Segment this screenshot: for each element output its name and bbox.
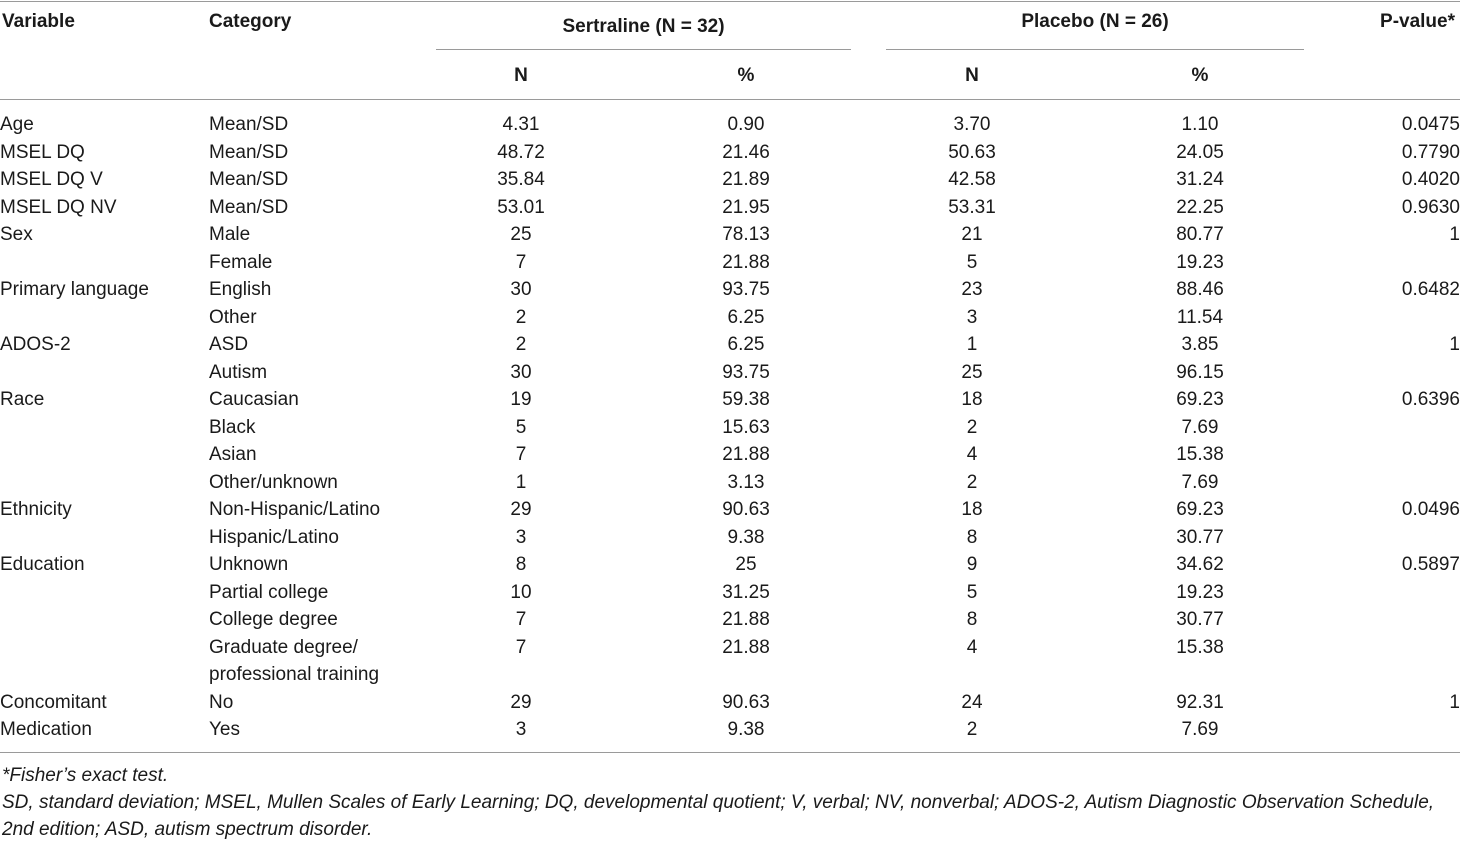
cell-sertraline-pct: 0.90 xyxy=(727,114,765,135)
cell-placebo-pct: 69.23 xyxy=(1176,499,1224,520)
cell-category: Black xyxy=(209,416,256,438)
cell-placebo-pct: 7.69 xyxy=(1181,471,1219,493)
cell-pvalue: 0.6482 xyxy=(1401,279,1460,300)
table-bottom-rule xyxy=(0,752,1460,753)
cell-placebo-pct xyxy=(1035,661,1365,689)
cell-pvalue: 0.4020 xyxy=(1401,169,1460,190)
header-sertraline: Sertraline (N = 32) xyxy=(562,16,725,37)
cell-placebo-n: 23 xyxy=(961,279,983,300)
cell-pvalue xyxy=(1365,249,1460,277)
cell-placebo-pct: 69.23 xyxy=(1176,389,1224,410)
cell-sertraline-n: 29 xyxy=(510,691,532,713)
cell-variable: ADOS-2 xyxy=(0,334,71,355)
cell-placebo-pct: 1.10 xyxy=(1181,114,1219,135)
cell-pvalue xyxy=(1365,414,1460,442)
cell-variable: Primary language xyxy=(0,279,149,300)
table-top-rule xyxy=(0,1,1460,2)
cell-sertraline-n: 30 xyxy=(510,361,532,383)
table-row xyxy=(0,634,1460,662)
cell-sertraline-pct: 21.95 xyxy=(722,196,770,218)
cell-pvalue: 1 xyxy=(1449,224,1460,245)
cell-category: Mean/SD xyxy=(209,169,289,190)
cell-category: Non-Hispanic/Latino xyxy=(209,499,381,520)
cell-sertraline-n: 7 xyxy=(515,251,527,273)
cell-pvalue xyxy=(1365,469,1460,497)
header-pvalue: P-value* xyxy=(1380,11,1455,32)
cell-sertraline-n: 1 xyxy=(515,471,527,493)
cell-placebo-n: 9 xyxy=(966,554,978,575)
cell-sertraline-pct: 90.63 xyxy=(722,499,770,520)
header-placebo: Placebo (N = 26) xyxy=(1021,11,1169,32)
header-sertraline-pct: % xyxy=(737,65,755,86)
cell-sertraline-pct: 21.88 xyxy=(722,609,770,630)
cell-sertraline-pct: 21.89 xyxy=(722,169,770,190)
cell-placebo-n: 5 xyxy=(966,581,978,603)
cell-sertraline-pct: 31.25 xyxy=(722,581,770,603)
cell-pvalue xyxy=(1365,661,1460,689)
cell-placebo-pct: 30.77 xyxy=(1176,526,1224,548)
cell-placebo-n: 53.31 xyxy=(948,196,996,218)
cell-placebo-n: 50.63 xyxy=(948,141,996,163)
table-row xyxy=(0,331,1460,359)
cell-placebo-pct: 3.85 xyxy=(1181,334,1219,355)
cell-category: English xyxy=(209,279,272,300)
cell-placebo-n: 2 xyxy=(966,416,978,438)
cell-variable xyxy=(0,441,209,469)
cell-placebo-n: 21 xyxy=(961,224,983,245)
cell-variable xyxy=(0,414,209,442)
cell-variable: Race xyxy=(0,389,45,410)
cell-pvalue xyxy=(1365,634,1460,662)
cell-pvalue: 0.7790 xyxy=(1401,141,1460,163)
cell-placebo-pct: 7.69 xyxy=(1181,416,1219,438)
cell-sertraline-pct: 21.46 xyxy=(722,141,770,163)
cell-placebo-pct: 96.15 xyxy=(1176,361,1224,383)
data-table xyxy=(0,111,1460,744)
cell-variable: MSEL DQ V xyxy=(0,169,103,190)
cell-category: No xyxy=(209,691,234,713)
cell-pvalue xyxy=(1365,716,1460,744)
cell-pvalue xyxy=(1365,304,1460,332)
cell-variable: MSEL DQ xyxy=(0,141,85,163)
cell-placebo-pct: 80.77 xyxy=(1176,224,1224,245)
table-row xyxy=(0,194,1460,222)
cell-category: Other xyxy=(209,306,257,328)
cell-pvalue: 1 xyxy=(1449,334,1460,355)
cell-placebo-pct: 34.62 xyxy=(1176,554,1224,575)
cell-variable xyxy=(0,249,209,277)
cell-category: Mean/SD xyxy=(209,141,289,163)
cell-category: Male xyxy=(209,224,251,245)
cell-sertraline-pct: 21.88 xyxy=(722,636,770,658)
table-row xyxy=(0,579,1460,607)
table-row xyxy=(0,276,1460,304)
cell-placebo-pct: 19.23 xyxy=(1176,581,1224,603)
cell-placebo-n: 2 xyxy=(966,471,978,493)
cell-placebo-pct: 15.38 xyxy=(1176,444,1224,465)
table-row xyxy=(0,166,1460,194)
cell-sertraline-n: 29 xyxy=(510,499,532,520)
cell-sertraline-pct: 25 xyxy=(735,554,757,575)
cell-placebo-pct: 22.25 xyxy=(1176,196,1224,218)
cell-sertraline-n: 19 xyxy=(510,389,532,410)
header-bottom-rule xyxy=(0,99,1460,100)
cell-pvalue xyxy=(1365,359,1460,387)
cell-sertraline-n: 3 xyxy=(515,719,527,740)
cell-category: Graduate degree/ xyxy=(209,636,358,658)
cell-variable: Concomitant xyxy=(0,691,107,713)
placebo-group-rule xyxy=(886,49,1304,50)
cell-pvalue: 0.0496 xyxy=(1401,499,1460,520)
cell-pvalue: 0.9630 xyxy=(1401,196,1460,218)
cell-placebo-n: 24 xyxy=(961,691,983,713)
cell-pvalue: 1 xyxy=(1449,691,1460,713)
cell-variable xyxy=(0,304,209,332)
cell-placebo-n: 42.58 xyxy=(948,169,996,190)
cell-pvalue: 0.0475 xyxy=(1401,114,1460,135)
cell-placebo-n: 18 xyxy=(961,499,983,520)
cell-placebo-n: 4 xyxy=(966,636,978,658)
cell-pvalue xyxy=(1365,524,1460,552)
cell-placebo-pct: 15.38 xyxy=(1176,636,1224,658)
cell-placebo-pct: 30.77 xyxy=(1176,609,1224,630)
cell-variable xyxy=(0,469,209,497)
table-row xyxy=(0,689,1460,717)
cell-category: College degree xyxy=(209,609,338,630)
cell-placebo-pct: 31.24 xyxy=(1176,169,1224,190)
table-row xyxy=(0,441,1460,469)
cell-category: Other/unknown xyxy=(209,471,338,493)
cell-sertraline-n: 5 xyxy=(515,416,527,438)
cell-category: Yes xyxy=(209,719,240,740)
table-row xyxy=(0,551,1460,579)
cell-pvalue: 0.6396 xyxy=(1401,389,1460,410)
header-sertraline-n: N xyxy=(514,65,528,86)
table-row xyxy=(0,221,1460,249)
cell-sertraline-n: 7 xyxy=(515,444,527,465)
cell-placebo-n: 8 xyxy=(966,526,978,548)
cell-sertraline-pct: 3.13 xyxy=(727,471,765,493)
table-row xyxy=(0,469,1460,497)
cell-category: Female xyxy=(209,251,273,273)
cell-sertraline-pct: 9.38 xyxy=(727,719,765,740)
cell-sertraline-n: 10 xyxy=(510,581,532,603)
cell-sertraline-pct: 21.88 xyxy=(722,251,770,273)
cell-sertraline-pct: 93.75 xyxy=(722,361,770,383)
cell-category: Hispanic/Latino xyxy=(209,526,339,548)
table-row xyxy=(0,496,1460,524)
cell-placebo-n: 18 xyxy=(961,389,983,410)
cell-sertraline-pct: 6.25 xyxy=(727,306,765,328)
cell-sertraline-n: 7 xyxy=(515,636,527,658)
table-row xyxy=(0,524,1460,552)
cell-sertraline-pct: 6.25 xyxy=(727,334,765,355)
cell-variable: Education xyxy=(0,554,85,575)
cell-variable: MSEL DQ NV xyxy=(0,196,117,218)
cell-placebo-n: 8 xyxy=(966,609,978,630)
cell-sertraline-n: 35.84 xyxy=(497,169,545,190)
cell-placebo-n: 1 xyxy=(966,334,978,355)
sertraline-group-rule xyxy=(436,49,851,50)
table-row xyxy=(0,359,1460,387)
header-category: Category xyxy=(209,11,292,32)
cell-sertraline-n: 25 xyxy=(510,224,532,245)
cell-placebo-pct: 24.05 xyxy=(1176,141,1224,163)
cell-variable xyxy=(0,359,209,387)
footnote-fisher: *Fisher’s exact test. xyxy=(2,765,169,786)
cell-pvalue: 0.5897 xyxy=(1401,554,1460,575)
cell-category: professional training xyxy=(209,664,380,685)
cell-placebo-n: 3.70 xyxy=(953,114,991,135)
footnotes xyxy=(2,762,1442,843)
cell-category: Mean/SD xyxy=(209,196,289,218)
cell-sertraline-n: 2 xyxy=(515,306,527,328)
cell-variable xyxy=(0,634,209,662)
cell-placebo-n: 4 xyxy=(966,444,978,465)
cell-sertraline-n: 48.72 xyxy=(497,141,545,163)
cell-sertraline-pct: 21.88 xyxy=(722,444,770,465)
table-row xyxy=(0,386,1460,414)
cell-placebo-pct: 11.54 xyxy=(1176,306,1224,328)
cell-category: Autism xyxy=(209,361,268,383)
table-row xyxy=(0,414,1460,442)
cell-category: Caucasian xyxy=(209,389,299,410)
cell-category: ASD xyxy=(209,334,249,355)
table-row xyxy=(0,111,1460,139)
cell-category: Asian xyxy=(209,444,257,465)
table-row xyxy=(0,716,1460,744)
cell-variable xyxy=(0,661,209,689)
table-row xyxy=(0,661,1460,689)
table-row xyxy=(0,304,1460,332)
cell-variable: Sex xyxy=(0,224,33,245)
cell-sertraline-n: 30 xyxy=(510,279,532,300)
cell-sertraline-pct: 90.63 xyxy=(722,691,770,713)
cell-category: Partial college xyxy=(209,581,329,603)
cell-sertraline-n: 2 xyxy=(515,334,527,355)
cell-placebo-pct: 7.69 xyxy=(1181,719,1219,740)
table-body xyxy=(0,111,1460,744)
cell-variable xyxy=(0,606,209,634)
cell-placebo-pct: 19.23 xyxy=(1176,251,1224,273)
cell-placebo-n: 2 xyxy=(966,719,978,740)
cell-pvalue xyxy=(1365,606,1460,634)
cell-sertraline-pct: 78.13 xyxy=(722,224,770,245)
cell-sertraline-pct: 93.75 xyxy=(722,279,770,300)
cell-placebo-n: 5 xyxy=(966,251,978,273)
cell-pvalue xyxy=(1365,579,1460,607)
cell-placebo-pct: 92.31 xyxy=(1176,691,1224,713)
cell-variable xyxy=(0,579,209,607)
header-placebo-n: N xyxy=(965,65,979,86)
cell-placebo-n: 25 xyxy=(961,361,983,383)
cell-placebo-n xyxy=(909,661,1035,689)
cell-variable: Age xyxy=(0,114,34,135)
cell-placebo-n: 3 xyxy=(966,306,978,328)
cell-sertraline-n: 53.01 xyxy=(497,196,545,218)
cell-variable xyxy=(0,524,209,552)
cell-sertraline-pct: 9.38 xyxy=(727,526,765,548)
cell-sertraline-n: 7 xyxy=(515,609,527,630)
cell-category: Unknown xyxy=(209,554,289,575)
cell-placebo-pct: 88.46 xyxy=(1176,279,1224,300)
table-row xyxy=(0,606,1460,634)
cell-sertraline-pct: 15.63 xyxy=(722,416,770,438)
header-placebo-pct: % xyxy=(1191,65,1209,86)
cell-sertraline-n xyxy=(459,661,583,689)
header-variable: Variable xyxy=(2,11,75,32)
cell-sertraline-pct: 59.38 xyxy=(722,389,770,410)
table-row xyxy=(0,139,1460,167)
cell-sertraline-n: 4.31 xyxy=(502,114,540,135)
cell-category: Mean/SD xyxy=(209,114,289,135)
cell-sertraline-pct xyxy=(583,661,909,689)
cell-variable: Ethnicity xyxy=(0,499,72,520)
cell-sertraline-n: 3 xyxy=(515,526,527,548)
cell-pvalue xyxy=(1365,441,1460,469)
cell-sertraline-n: 8 xyxy=(515,554,527,575)
table-row xyxy=(0,249,1460,277)
footnote-abbreviations: SD, standard deviation; MSEL, Mullen Scales of Early Learning; DQ, developmental quotient; V, verbal; NV, nonverbal; ADOS-2, Autism Diagnostic Observation Schedule, 2nd edition; ASD, autism spectrum disorder. xyxy=(2,792,1435,840)
cell-variable: Medication xyxy=(0,719,92,740)
